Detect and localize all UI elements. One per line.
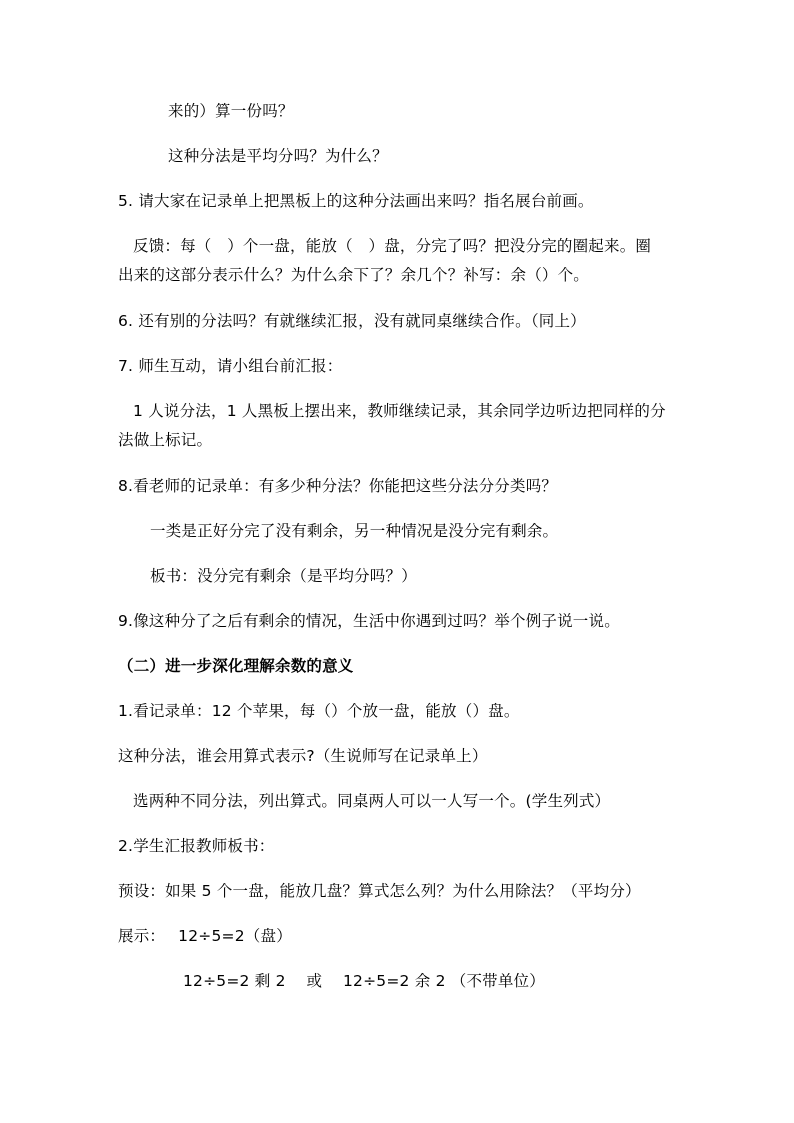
text-line: 选两种不同分法，列出算式。同桌两人可以一人写一个。(学生列式） [133, 792, 611, 810]
text-line: 法做上标记。 [118, 431, 213, 449]
text-line: 反馈：每（ ）个一盘，能放（ ）盘，分完了吗？把没分完的圈起来。圈 [133, 237, 652, 255]
text-line: 12÷5=2 剩 2 或 12÷5=2 余 2 （不带单位） [183, 972, 545, 990]
text-line: 板书：没分完有剩余（是平均分吗？） [150, 567, 417, 585]
text-line: 1.看记录单：12 个苹果，每（）个放一盘，能放（）盘。 [118, 702, 520, 720]
text-line: 7. 师生互动，请小组台前汇报： [118, 357, 343, 375]
text-line: 8.看老师的记录单：有多少种分法？你能把这些分法分分类吗？ [118, 477, 558, 495]
text-line: 一类是正好分完了没有剩余，另一种情况是没分完有剩余。 [150, 522, 559, 540]
text-line: 展示： 12÷5=2（盘） [118, 927, 292, 945]
section-heading: （二）进一步深化理解余数的意义 [118, 657, 354, 675]
text-line: 2.学生汇报教师板书： [118, 837, 275, 855]
text-line: 1 人说分法，1 人黑板上摆出来，教师继续记录，其余同学边听边把同样的分 [133, 402, 666, 420]
text-line: 9.像这种分了之后有剩余的情况，生活中你遇到过吗？举个例子说一说。 [118, 612, 620, 630]
text-line: 出来的这部分表示什么？为什么余下了？余几个？补写：余（）个。 [118, 266, 590, 284]
text-line: 6. 还有别的分法吗？有就继续汇报，没有就同桌继续合作。（同上） [118, 312, 586, 330]
text-line: 预设：如果 5 个一盘，能放几盘？算式怎么列？为什么用除法？（平均分） [118, 882, 641, 900]
text-line: 来的）算一份吗？ [168, 102, 294, 120]
text-line: 5. 请大家在记录单上把黑板上的这种分法画出来吗？指名展台前画。 [118, 192, 594, 210]
text-line: 这种分法，谁会用算式表示?（生说师写在记录单上） [118, 747, 488, 765]
text-line: 这种分法是平均分吗？为什么？ [168, 147, 388, 165]
